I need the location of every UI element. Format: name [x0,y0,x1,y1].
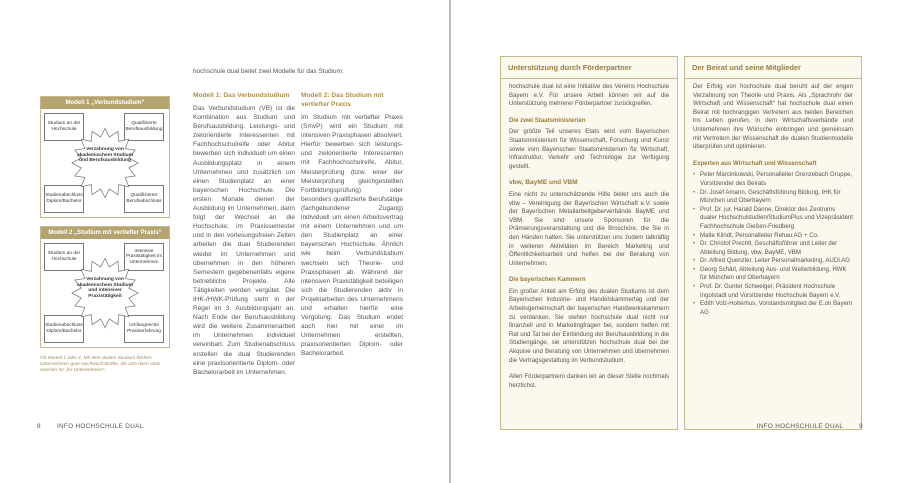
panel1-heading-ministries: Die zwei Staatsministerien [509,116,586,124]
panel1-heading-vbw: vbw, BayME und VBM [509,179,578,187]
panel-beirat [684,56,862,430]
model2-body: Im Studium mit vertiefter Praxis (SmvP) wird ein Studium mit intensiven Praxisphasen absolviert. Hierfür bewerben sich leistungs- und zielorientierte Interessenten mit Fachhochschulreife, Abitur, Meisterprüfung (bzw. einer der Meisterprüfung gleichgestellten Fortbildungsprüfung) oder besonders qualifizierte Berufstätige (fachgebundener Zugang) individuell um einen Arbeitsvertrag mit einem Unternehmen und um den Studienplatz an einer bayerischen Hochschule. Ähnlich wie beim Verbundstudium wechseln sich Theorie- und Praxisphasen ab. Während der intensiven Praxistätigkeit beteiligen sich die Studierenden aktiv in Projektarbeiten des Unternehmens und erhalten hierfür eine Vergütung. Das Studium endet auch hier mit einer im Unternehmen erstellten, praxisorientierten Diplom- oder Bachelorarbeit. [301,114,403,358]
panel-foerderpartner [500,56,678,430]
list-item: • Edith Volz-Holterhus, Vorstandsmitglied der E.on Bayern AG [693,300,853,317]
panel1-vbw-text: Eine nicht zu unterschätzende Hilfe bietet uns auch die vbw – Vereinigung der Bayerischen Wirtschaft e.V. sowie der Bayerischen Metallarbeitgeberverbände BayME und VBM. Sie sind unsere Sponsoren für die Prämierungsveranstaltung und die Broschüre, die Sie in den Händen halten. Sie unterstützen uns zudem tatkräftig in weiteren Aktivitäten im Bereich Marketing und Öffentlichkeitsarbeit und helfen bei der Beratung von Unternehmen. [509,190,669,267]
panel1-ministries-text: Der größte Teil unseres Etats wird vom Bayerischen Staatsministerium für Wissenschaft, Forschung und Kunst sowie vom Bayerischen Staatsministerium für Wirtschaft, Infrastruktur, Verkehr und Technologie zur Verfügung gestellt. [509,128,669,170]
member-list [693,171,853,317]
panel2-intro: Der Erfolg von hochschule dual beruht auf der engen Verzahnung von Theorie und Praxis. Als „Sprachrohr der Wirtschaft und Wissenschaft“ hat hochschule dual einen Beirat mit hochrangigen Vertretern aus beiden Bereichen ins Leben gerufen, in dem Wirtschaftsverbände und Unternehmen ihre Wünsche einbringen und gemeinsam mit Vertretern der Wissenschaft die dualen Studienmodelle überprüfen und optimieren. [693,83,853,151]
diagram-caption: Ob Modell 1 oder 2: Mit dem dualen Studium fördern Unternehmen gute Nachwuchskräfte, die sich dann stets machen für „ihr Unternehmen“. [40,356,161,374]
list-item: • Prof. Dr. Gunter Schweiger, Präsident Hochschule Ingolstadt und Vorsitzender Hochschule Bayern e.V. [693,283,853,300]
model1-center-text: Verzahnung von akademischem Studium und Berufsausbildung [77,147,133,164]
left-footer [37,423,144,430]
model2-heading: Modell 2: Das Studium mit vertiefter Praxis [301,92,384,108]
list-item: • Malte Klindt, Personalleiter Rehau AG + Co. [693,232,853,241]
column-model2 [301,91,403,359]
model1-box-study: Studium an der Hochschule [44,113,84,141]
list-item: • Dr. Christof Prechtl, Geschäftsführer und Leiter der Abteilung Bildung, vbw, BayME, VBM [693,240,853,257]
model2-box-experience: Umfangreiche Praxiserfahrung [124,315,164,343]
right-page [451,0,900,483]
model2-box-study: Studium an der Hochschule [44,243,84,271]
model1-diagram [40,96,170,218]
model2-title: Modell 2 „Studium mit vertiefter Praxis“ [41,227,169,239]
panel2-title: Der Beirat und seine Mitglieder [685,57,861,79]
left-page [0,0,449,483]
panel1-chambers-text: Ein großer Anteil am Erfolg des dualen Studiums ist dem Bayerischen Industrie- und Handelskammertag und der Arbeitsgemeinschaft der bayerischen Handwerkskammern zu verdanken. Sie stehen hochschule dual nicht nur finanziell und in Marketingfragen bei, sondern helfen mit Rat und Tat bei der Einbindung der Berufsausbildung in die Studiengänge, sie unterstützen hochschule dual bei der Akquise und Beratung von Unternehmen und übernehmen die Vertragsgestaltung im Verbundstudium. [509,287,669,364]
page-number-left: 8 [37,423,41,430]
footer-label-left: INFO HOCHSCHULE DUAL [56,423,144,430]
list-item: • Peter Marcinkowski, Personalleiter Grenzebach Gruppe, Vorsitzender des Beirats [693,171,853,188]
footer-label-right: INFO HOCHSCHULE DUAL [756,423,844,430]
panel1-title: Unterstützung durch Förderpartner [501,57,677,79]
page-number-right: 9 [859,423,863,430]
model1-title: Modell 1 „Verbundstudium“ [41,97,169,109]
model1-box-degree: Studienabschluss Diplom/Bachelor [44,185,84,213]
model2-center-text: Verzahnung von akademischem Studium und intensiver Praxistätigkeit [77,277,133,299]
list-item: • Dr. Alfred Quenzler, Leiter Personalmarketing, AUDI AG [693,257,853,266]
panel2-heading-experts: Experten aus Wirtschaft und Wissenschaft [693,159,817,167]
column-model1 [193,91,295,377]
model2-diagram [40,226,170,348]
panel1-intro: hochschule dual ist eine Initiative des Vereins Hochschule Bayern e.V. Für unsere Arbeit können wir auf die Unterstützung mehrerer Förderpartner zurückgreifen. [509,83,669,108]
list-item: • Prof. Dr. jur. Harald Danne, Direktor des Zentrums dualer Hochschulstudien/StudiumPlus und Vizepräsident Fachhochschule Gießen-Friedberg [693,206,853,232]
model2-box-practice: Intensive Praxistätigkeit im Unternehmen [124,243,164,271]
right-footer [757,423,863,430]
intro-text: hochschule dual bietet zwei Modelle für das Studium: [193,68,344,75]
model1-box-qualification: Qualifizierter Berufsabschluss [124,185,164,213]
model2-box-degree: Studienabschluss Diplom/Bachelor [44,315,84,343]
list-item: • Dr. Josef Amann, Geschäftsführung Bildung, IHK für München und Oberbayern [693,189,853,206]
panel1-thanks: Allen Förderpartnern danken wir an dieser Stelle nochmals herzlichst. [509,373,669,389]
model1-body: Das Verbundstudium (VB) ist die Kombination aus Studium und Berufsausbildung. Leistungs- und zielorientierte Interessenten mit Fachhochschulreife oder Abitur bewerben sich individuell um einen Ausbildungsplatz in einem Unternehmen und zusätzlich um einen Studienplatz an einer bayerischen Hochschule. Die ersten Monate dienen der Ausbildung im Unternehmen, dann folgt der Wechsel an die Hochschule; im Praxissemester und in den vorlesungsfreien Zeiten arbeiten die dual Studierenden wieder im Unternehmen und übernehmen in den höheren Semestern gegebenenfalls eigene betriebliche Projekte. Alle Tätigkeiten werden vergütet. Die IHK-/HWK-Prüfung steht in der Regel im 3. Ausbildungsjahr an. Nach Ende der Berufsausbildung wird die weitere Zusammenarbeit im Unternehmen individuell vereinbart. Zum Studienabschluss erstellen die dual Studierenden eine praxisorientierte Diplom- oder Bachelorarbeit im Unternehmen. [193,105,295,376]
model1-box-training: Qualifizierte Berufsausbildung [124,113,164,141]
list-item: • Georg Schärl, Abteilung Aus- und Weiterbildung, HWK für München und Oberbayern [693,266,853,283]
panel1-heading-chambers: Die bayerischen Kammern [509,276,586,284]
model1-heading: Modell 1: Das Verbundstudium [193,92,290,99]
